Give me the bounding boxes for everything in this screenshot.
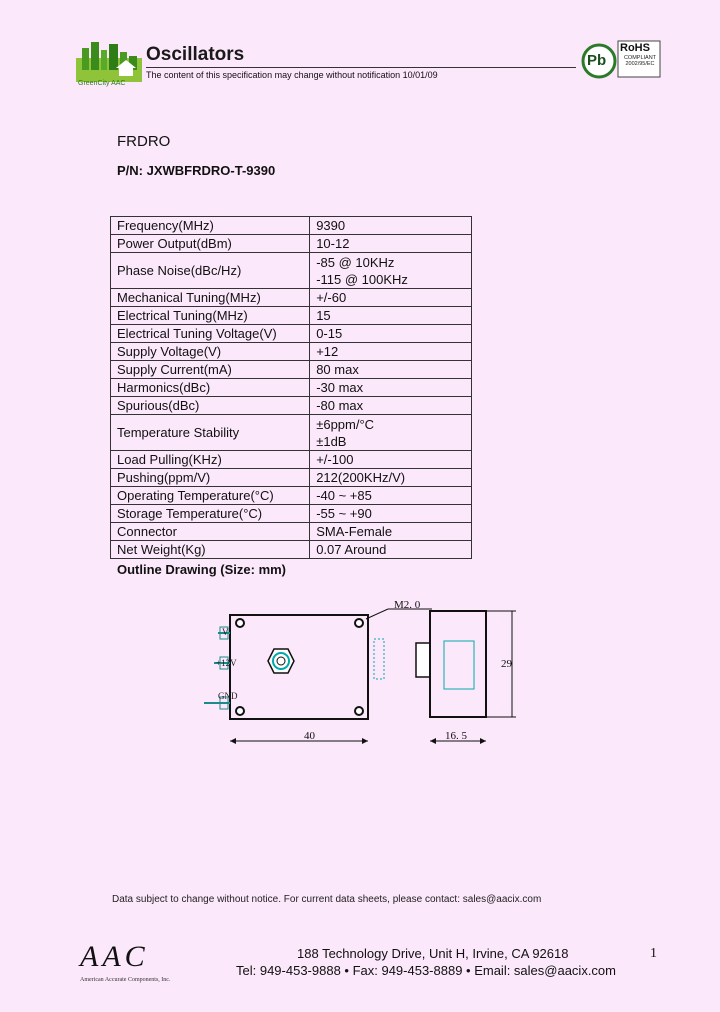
outline-drawing — [200, 595, 530, 755]
param-cell: Electrical Tuning(MHz) — [111, 307, 310, 325]
param-cell: Harmonics(dBc) — [111, 379, 310, 397]
value-cell: 0.07 Around — [310, 541, 472, 559]
dim-depth: 16. 5 — [445, 730, 467, 742]
param-cell: Connector — [111, 523, 310, 541]
value-cell: 9390 — [310, 217, 472, 235]
value-cell: 15 — [310, 307, 472, 325]
mount-hole — [236, 707, 244, 715]
param-cell: Load Pulling(KHz) — [111, 451, 310, 469]
table-row — [111, 451, 472, 469]
mount-hole — [355, 707, 363, 715]
value-cell: 212(200KHz/V) — [310, 469, 472, 487]
table-row — [111, 487, 472, 505]
value-cell: +/-100 — [310, 451, 472, 469]
hole-size-label: M2. 0 — [394, 599, 421, 611]
page-title: Oscillators — [146, 44, 245, 65]
value-cell: +12 — [310, 343, 472, 361]
param-cell: Power Output(dBm) — [111, 235, 310, 253]
value-line: -115 @ 100KHz — [316, 271, 408, 287]
aac-logo: AAC — [80, 940, 149, 973]
company-address: 188 Technology Drive, Unit H, Irvine, CA 92618 — [297, 946, 569, 961]
param-cell: Mechanical Tuning(MHz) — [111, 289, 310, 307]
table-row — [111, 217, 472, 235]
param-cell: Net Weight(Kg) — [111, 541, 310, 559]
param-cell: Frequency(MHz) — [111, 217, 310, 235]
table-row — [111, 541, 472, 559]
rohs-subtext: COMPLIANT 2002/95/EC — [623, 55, 657, 67]
company-name: American Accurate Components, Inc. — [80, 977, 171, 983]
table-row — [111, 289, 472, 307]
param-cell: Supply Voltage(V) — [111, 343, 310, 361]
part-number: P/N: JXWBFRDRO-T-9390 — [117, 163, 276, 178]
table-row — [111, 253, 472, 289]
outline-title: Outline Drawing (Size: mm) — [117, 562, 287, 577]
table-row — [111, 235, 472, 253]
value-line: -85 @ 10KHz — [316, 254, 395, 270]
value-line: ±1dB — [316, 433, 347, 449]
value-cell: 0-15 — [310, 325, 472, 343]
value-cell: -30 max — [310, 379, 472, 397]
footer-note: Data subject to change without notice. For current data sheets, please contact: sales@aacix.com — [112, 894, 542, 905]
table-row — [111, 505, 472, 523]
param-cell: Spurious(dBc) — [111, 397, 310, 415]
value-cell: SMA-Female — [310, 523, 472, 541]
table-row — [111, 397, 472, 415]
mount-hole — [236, 619, 244, 627]
param-cell: Phase Noise(dBc/Hz) — [111, 253, 310, 289]
dim-height: 29 — [501, 658, 512, 670]
pb-free-icon: Pb — [587, 52, 607, 69]
value-cell: -55 ~ +90 — [310, 505, 472, 523]
pin-label-12v: +12V — [216, 658, 237, 668]
param-cell: Storage Temperature(°C) — [111, 505, 310, 523]
company-contact: Tel: 949-453-9888 • Fax: 949-453-8889 • Email: sales@aacix.com — [236, 963, 616, 978]
value-cell: -80 max — [310, 397, 472, 415]
spec-table — [110, 216, 472, 559]
rohs-label: RoHS — [620, 42, 650, 54]
side-view-body — [430, 611, 486, 717]
table-row — [111, 415, 472, 451]
value-cell — [310, 415, 472, 451]
pin-label-v: V — [222, 627, 229, 637]
param-cell: Operating Temperature(°C) — [111, 487, 310, 505]
table-row — [111, 379, 472, 397]
value-line: ±6ppm/°C — [316, 416, 375, 432]
param-cell: Pushing(ppm/V) — [111, 469, 310, 487]
product-name: FRDRO — [117, 133, 171, 150]
table-row — [111, 523, 472, 541]
value-cell: 10-12 — [310, 235, 472, 253]
value-cell — [310, 253, 472, 289]
change-notice: The content of this specification may change without notification 10/01/09 — [146, 70, 438, 80]
page-number: 1 — [650, 946, 657, 961]
value-cell: 80 max — [310, 361, 472, 379]
param-cell: Supply Current(mA) — [111, 361, 310, 379]
param-cell: Temperature Stability — [111, 415, 310, 451]
oscillator-body — [230, 615, 368, 719]
value-cell: +/-60 — [310, 289, 472, 307]
table-row — [111, 361, 472, 379]
table-row — [111, 469, 472, 487]
mount-hole — [355, 619, 363, 627]
value-cell: -40 ~ +85 — [310, 487, 472, 505]
table-row — [111, 307, 472, 325]
pin-label-gnd: GND — [218, 691, 238, 701]
header-divider — [146, 67, 576, 68]
table-row — [111, 325, 472, 343]
logo-caption: GreenCity AAC — [78, 80, 126, 87]
param-cell: Electrical Tuning Voltage(V) — [111, 325, 310, 343]
dim-width: 40 — [304, 730, 315, 742]
table-row — [111, 343, 472, 361]
